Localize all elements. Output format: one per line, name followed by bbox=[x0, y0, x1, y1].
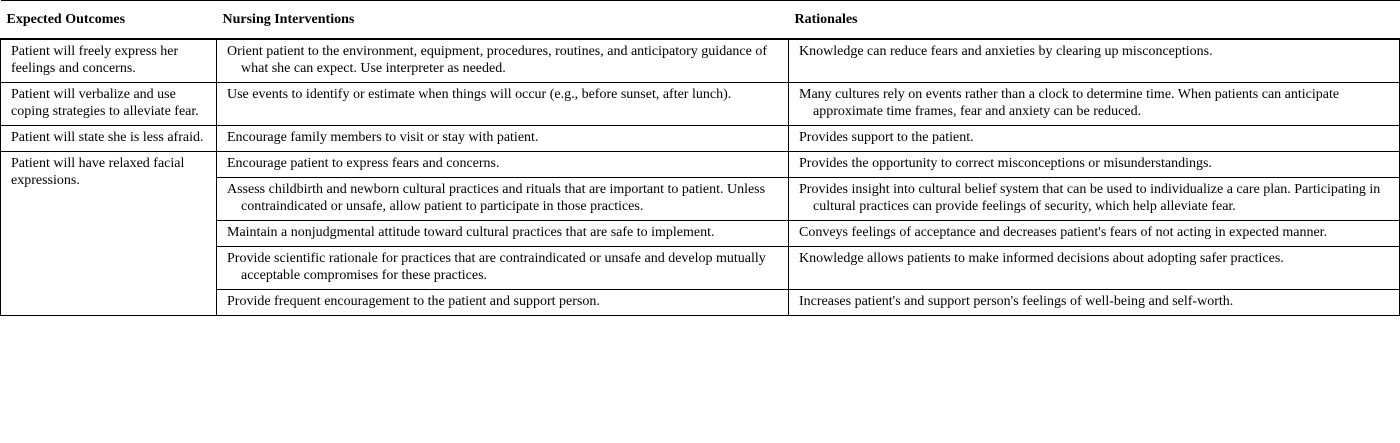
intervention-cell: Orient patient to the environment, equipment, procedures, routines, and anticipatory guidance of what she can expect. Use interpreter as needed. bbox=[217, 39, 789, 83]
outcome-cell: Patient will freely express her feelings and concerns. bbox=[1, 39, 217, 83]
table-row bbox=[1, 126, 1400, 152]
table-row bbox=[1, 83, 1400, 126]
outcome-cell: Patient will state she is less afraid. bbox=[1, 126, 217, 152]
rationale-cell: Knowledge allows patients to make informed decisions about adopting safer practices. bbox=[789, 247, 1400, 290]
header-nursing-interventions: Nursing Interventions bbox=[217, 1, 789, 40]
intervention-cell: Encourage family members to visit or stay with patient. bbox=[217, 126, 789, 152]
rationale-cell: Knowledge can reduce fears and anxieties by clearing up misconceptions. bbox=[789, 39, 1400, 83]
table-header bbox=[1, 1, 1400, 40]
table-row bbox=[1, 152, 1400, 178]
table-row bbox=[1, 39, 1400, 83]
intervention-cell: Encourage patient to express fears and concerns. bbox=[217, 152, 789, 178]
table-body bbox=[1, 39, 1400, 316]
rationale-cell: Conveys feelings of acceptance and decreases patient's fears of not acting in expected manner. bbox=[789, 221, 1400, 247]
rationale-cell: Increases patient's and support person's feelings of well-being and self-worth. bbox=[789, 290, 1400, 316]
intervention-cell: Provide frequent encouragement to the patient and support person. bbox=[217, 290, 789, 316]
header-row bbox=[1, 1, 1400, 40]
outcome-cell: Patient will have relaxed facial expressions. bbox=[1, 152, 217, 316]
intervention-cell: Maintain a nonjudgmental attitude toward cultural practices that are safe to implement. bbox=[217, 221, 789, 247]
intervention-cell: Use events to identify or estimate when things will occur (e.g., before sunset, after lunch). bbox=[217, 83, 789, 126]
header-expected-outcomes: Expected Outcomes bbox=[1, 1, 217, 40]
rationale-cell: Provides support to the patient. bbox=[789, 126, 1400, 152]
rationale-cell: Many cultures rely on events rather than a clock to determine time. When patients can anticipate approximate time frames, fear and anxiety can be reduced. bbox=[789, 83, 1400, 126]
intervention-cell: Assess childbirth and newborn cultural practices and rituals that are important to patient. Unless contraindicated or unsafe, allow patient to participate in those practices. bbox=[217, 178, 789, 221]
intervention-cell: Provide scientific rationale for practices that are contraindicated or unsafe and develop mutually acceptable compromises for these practices. bbox=[217, 247, 789, 290]
header-rationales: Rationales bbox=[789, 1, 1400, 40]
outcome-cell: Patient will verbalize and use coping strategies to alleviate fear. bbox=[1, 83, 217, 126]
rationale-cell: Provides the opportunity to correct misconceptions or misunderstandings. bbox=[789, 152, 1400, 178]
rationale-cell: Provides insight into cultural belief system that can be used to individualize a care plan. Participating in cultural practices can provide feelings of security, which help alleviate fear. bbox=[789, 178, 1400, 221]
